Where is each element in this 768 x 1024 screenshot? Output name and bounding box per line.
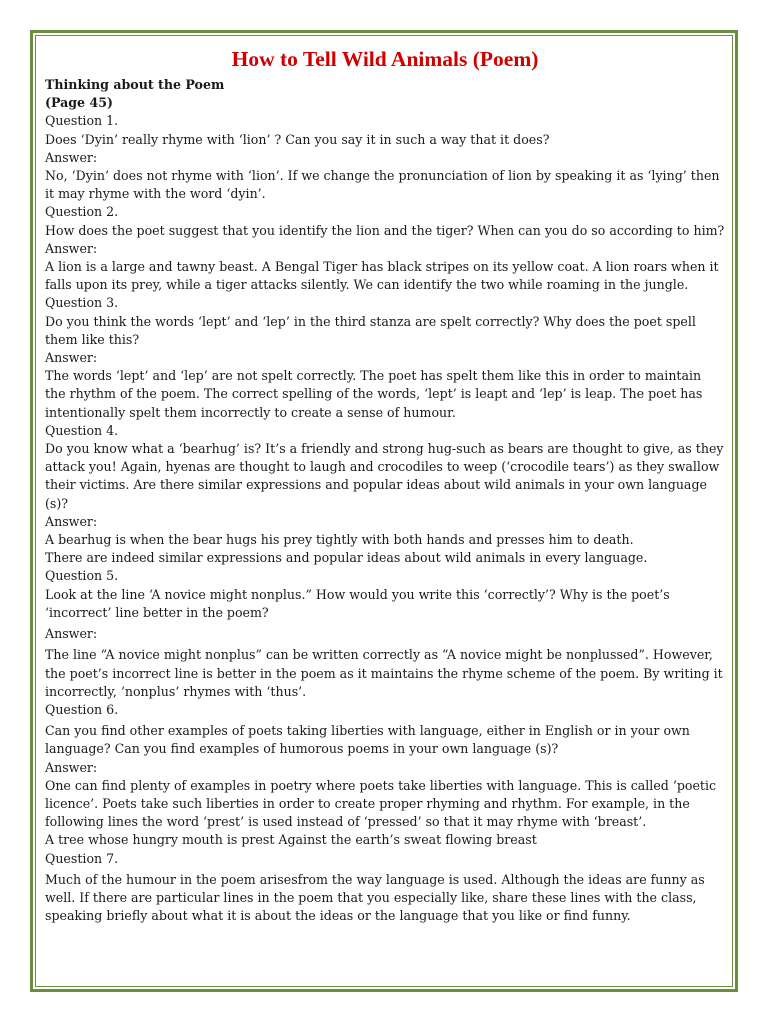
question-1-label: Question 1. [45,113,119,129]
answer-4-text-1: A bearhug is when the bear hugs his prey tightly with both hands and presses him to death. [45,532,634,548]
answer-6-text-1: One can find plenty of examples in poetry where poets take liberties with language. This is called ‘poetic licence’. Poets take such liberties in order to create proper rhyming and rhythm. For example, in the following lines the word ‘prest’ is used instead of ‘pressed’ so that it may rhyme with ‘breast’. [45,777,717,830]
question-5-text: Look at the line ‘A novice might nonplus.” How would you write this ‘correctly’? Why is the poet’s ‘incorrect’ line better in the poem? [45,586,670,620]
answer-5-text: The line “A novice might nonplus” can be written correctly as “A novice might be nonplussed”. However, the poet’s incorrect line is better in the poem as it maintains the rhyme scheme of the poem. By writing it incorrectly, ‘nonplus’ rhymes with ‘thus’. [45,647,723,699]
answer-6-label: Answer: [45,759,98,775]
answer-2-label: Answer: [45,240,98,256]
question-5-label: Question 5. [45,568,119,584]
answer-1-label: Answer: [45,149,98,165]
question-4-label: Question 4. [45,422,119,438]
answer-1-text: No, ‘Dyin’ does not rhyme with ‘lion’. If we change the pronunciation of lion by speaking it as ‘lying’ then it may rhyme with the word ‘dyin’. [45,168,720,202]
question-6-label: Question 6. [45,701,119,717]
question-7-text: Much of the humour in the poem arisesfrom the way language is used. Although the ideas are funny as well. If there are particular lines in the poem that you especially like, share these lines with the class, speaking briefly about what it is about the ideas or the language that you like or find funny. [45,871,705,924]
answer-4-label: Answer: [45,513,98,529]
question-3-label: Question 3. [45,295,119,311]
page-reference: (Page 45) [45,95,113,111]
answer-5-label: Answer: [45,626,98,642]
answer-4-text-2: There are indeed similar expressions and popular ideas about wild animals in every language. [45,550,648,566]
question-6-text: Can you find other examples of poets taking liberties with language, either in English or in your own language? Can you find examples of humorous poems in your own language (s)? [45,723,690,757]
page-title: How to Tell Wild Animals (Poem) [231,47,539,71]
answer-3-text: The words ‘lept’ and ‘lep’ are not spelt correctly. The poet has spelt them like this in order to maintain the rhythm of the poem. The correct spelling of the words, ‘lept’ is leapt and ‘lep’ is leap. The poet has intentionally spelt them incorrectly to create a sense of humour. [45,368,703,420]
question-7-label: Question 7. [45,850,119,866]
answer-6-quote: A tree whose hungry mouth is prest Against the earth’s sweat flowing breast [45,832,537,848]
answer-3-label: Answer: [45,350,98,366]
question-1-text: Does ‘Dyin’ really rhyme with ‘lion’ ? Can you say it in such a way that it does? [45,131,550,147]
document-body [45,44,725,925]
answer-2-text: A lion is a large and tawny beast. A Bengal Tiger has black stripes on its yellow coat. A lion roars when it falls upon its prey, while a tiger attacks silently. We can identify the two while roaming in the jungle. [45,259,719,293]
question-2-text: How does the poet suggest that you identify the lion and the tiger? When can you do so according to him? [45,222,725,238]
question-4-text: Do you know what a ‘bearhug’ is? It’s a friendly and strong hug-such as bears are thought to give, as they attack you! Again, hyenas are thought to laugh and crocodiles to weep (‘crocodile tears’) as they swallow their victims. Are there similar expressions and popular ideas about wild animals in your own language (s)? [45,441,724,511]
question-3-text: Do you think the words ‘lept’ and ‘lep’ in the third stanza are spelt correctly? Why does the poet spell them like this? [45,313,696,347]
question-2-label: Question 2. [45,204,119,220]
section-heading: Thinking about the Poem [45,77,225,92]
